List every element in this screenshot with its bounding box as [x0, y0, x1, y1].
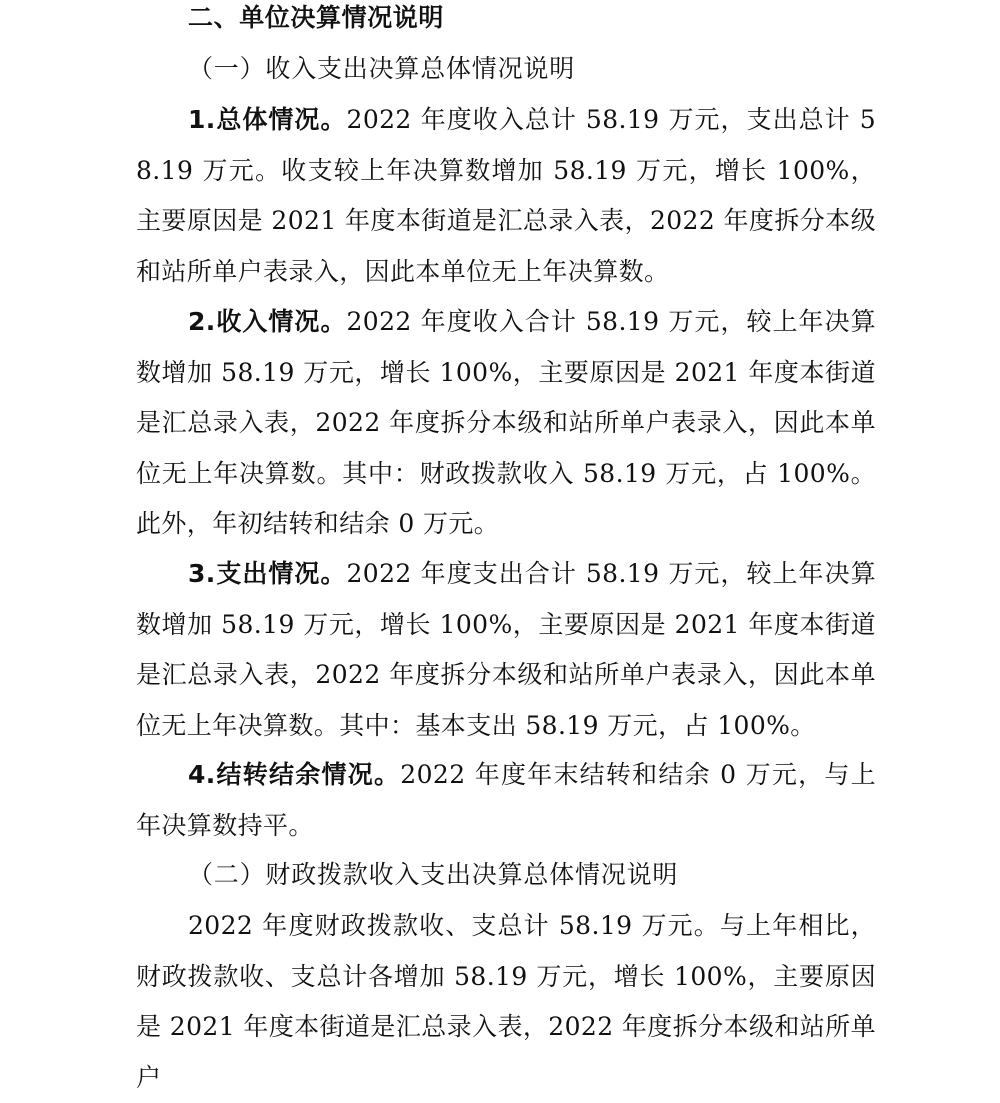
paragraph-income	[136, 297, 876, 550]
subsection-heading-fiscal-appropriation: （二）财政拨款收入支出决算总体情况说明	[188, 860, 679, 889]
paragraph-text-overall: 2022 年度收入总计 58.19 万元，支出总计 58.19 万元。收支较上年决算数增加 58.19 万元，增长 100%，主要原因是 2021 年度本街道是汇总录入表，2022 年度拆分本级和站所单户表录入，因此本单位无上年决算数。	[136, 105, 877, 286]
paragraph-text-carryover: 2022 年度年末结转和结余 0 万元，与上年决算数持平。	[136, 760, 877, 840]
paragraph-lead-overall: 1.总体情况。	[188, 105, 347, 134]
paragraph-text-income: 2022 年度收入合计 58.19 万元，较上年决算数增加 58.19 万元，增长 100%，主要原因是 2021 年度本街道是汇总录入表，2022 年度拆分本级和站所单户表录入，因此本单位无上年决算数。其中：财政拨款收入 58.19 万元，占 100%。此外，年初结转和结余 0 万元。	[136, 307, 876, 538]
paragraph-lead-carryover: 4.结转结余情况。	[188, 760, 401, 789]
subsection-heading-income-expenditure: （一）收入支出决算总体情况说明	[188, 54, 576, 83]
paragraph-lead-expenditure: 3.支出情况。	[188, 559, 347, 588]
paragraph-fiscal-appropriation: 2022 年度财政拨款收、支总计 58.19 万元。与上年相比，财政拨款收、支总计各增加 58.19 万元，增长 100%，主要原因是 2021 年度本街道是汇总录入表，2022 年度拆分本级和站所单户	[136, 911, 876, 1092]
paragraph-overall	[136, 95, 876, 297]
section-heading-main: 二、单位决算情况说明	[188, 3, 445, 32]
paragraph-lead-income: 2.收入情况。	[188, 307, 347, 336]
paragraph-text-expenditure: 2022 年度支出合计 58.19 万元，较上年决算数增加 58.19 万元，增长 100%，主要原因是 2021 年度本街道是汇总录入表，2022 年度拆分本级和站所单户表录入，因此本单位无上年决算数。其中：基本支出 58.19 万元，占 100%。	[136, 559, 876, 740]
paragraph-expenditure	[136, 549, 876, 751]
paragraph-carryover	[136, 750, 876, 851]
